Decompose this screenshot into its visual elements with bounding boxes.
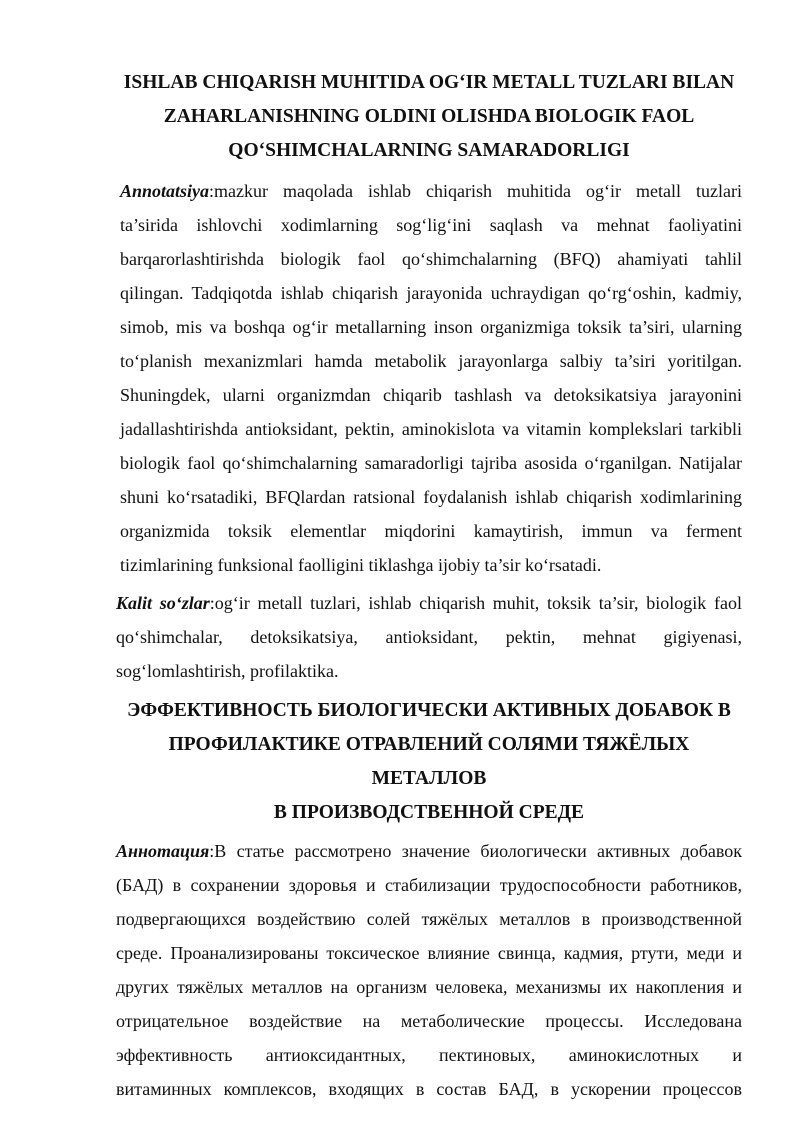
text-line: отрицательное воздействие на метаболические процессы. Исследована — [116, 1011, 742, 1031]
title-line: ПРОФИЛАКТИКЕ ОТРАВЛЕНИЙ СОЛЯМИ ТЯЖЁЛЫХ МЕТАЛЛОВ — [168, 734, 690, 789]
text-line: simob, mis va boshqa og‘ir metallarning inson organizmiga toksik ta’siri, ularning — [120, 317, 742, 337]
text-line: qo‘shimchalar, detoksikatsiya, antioksidant, pektin, mehnat gigiyenasi, — [116, 627, 742, 647]
text-line: Kalit so‘zlar:og‘ir metall tuzlari, ishlab chiqarish muhit, toksik ta’sir, biologik faol — [116, 593, 742, 613]
title-line: ISHLAB CHIQARISH MUHITIDA OG‘IR METALL TUZLARI BILAN — [123, 72, 735, 93]
text-line: qilingan. Tadqiqotda ishlab chiqarish jarayonida uchraydigan qo‘rg‘oshin, kadmiy, — [120, 283, 742, 303]
text-line: organizmida toksik elementlar miqdorini kamaytirish, immun va ferment — [120, 521, 742, 541]
text-line: других тяжёлых металлов на организм человека, механизмы их накопления и — [116, 977, 742, 997]
text-line: витаминных комплексов, входящих в состав БАД, в ускорении процессов — [116, 1079, 742, 1099]
title-line: ЭФФЕКТИВНОСТЬ БИОЛОГИЧЕСКИ АКТИВНЫХ ДОБАВОК В — [127, 700, 731, 721]
text-line: эффективность антиоксидантных, пектиновых, аминокислотных и — [116, 1045, 742, 1065]
abstract-uzbek — [116, 174, 742, 582]
title-russian — [116, 694, 742, 830]
text-line: barqarorlashtirishda biologik faol qo‘shimchalarning (BFQ) ahamiyati tahlil — [120, 249, 742, 269]
title-line: ZAHARLANISHNING OLDINI OLISHDA BIOLOGIK FAOL — [163, 106, 695, 127]
text-line: Annotatsiya:mazkur maqolada ishlab chiqarish muhitida og‘ir metall tuzlari — [120, 181, 742, 201]
text-line: Аннотация:В статье рассмотрено значение биологически активных добавок — [116, 841, 742, 861]
text-line: tizimlarining funksional faolligini tiklashga ijobiy ta’sir ko‘rsatadi. — [120, 555, 602, 575]
text-line: biologik faol qo‘shimchalarning samaradorligi tajriba asosida o‘rganilgan. Natijalar — [120, 453, 742, 473]
text-line: to‘planish mexanizmlari hamda metabolik jarayonlarga salbiy ta’siri yoritilgan. — [120, 351, 742, 371]
abstract-russian — [116, 834, 742, 1106]
text-line: подвергающихся воздействию солей тяжёлых металлов в производственной — [116, 909, 742, 929]
text-line: sog‘lomlashtirish, profilaktika. — [116, 661, 339, 681]
title-line: В ПРОИЗВОДСТВЕННОЙ СРЕДЕ — [273, 802, 585, 823]
keywords-uzbek — [116, 586, 742, 688]
text-line: ta’sirida ishlovchi xodimlarning sog‘lig‘ini saqlash va mehnat faoliyatini — [120, 215, 742, 235]
keywords-label: Kalit so‘zlar — [116, 593, 210, 613]
abstract-label: Аннотация — [116, 841, 210, 861]
text-line: (БАД) в сохранении здоровья и стабилизации трудоспособности работников, — [116, 875, 742, 895]
title-uzbek — [116, 66, 742, 168]
text-line: Shuningdek, ularni organizmdan chiqarib tashlash va detoksikatsiya jarayonini — [120, 385, 742, 405]
title-line: QO‘SHIMCHALARNING SAMARADORLIGI — [228, 140, 630, 161]
text-line: jadallashtirishda antioksidant, pektin, aminokislota va vitamin komplekslari tarkibli — [120, 419, 742, 439]
text-line: среде. Проанализированы токсическое влияние свинца, кадмия, ртути, меди и — [116, 943, 742, 963]
abstract-label: Annotatsiya — [120, 181, 210, 201]
text-line: shuni ko‘rsatadiki, BFQlardan ratsional foydalanish ishlab chiqarish xodimlarining — [120, 487, 742, 507]
